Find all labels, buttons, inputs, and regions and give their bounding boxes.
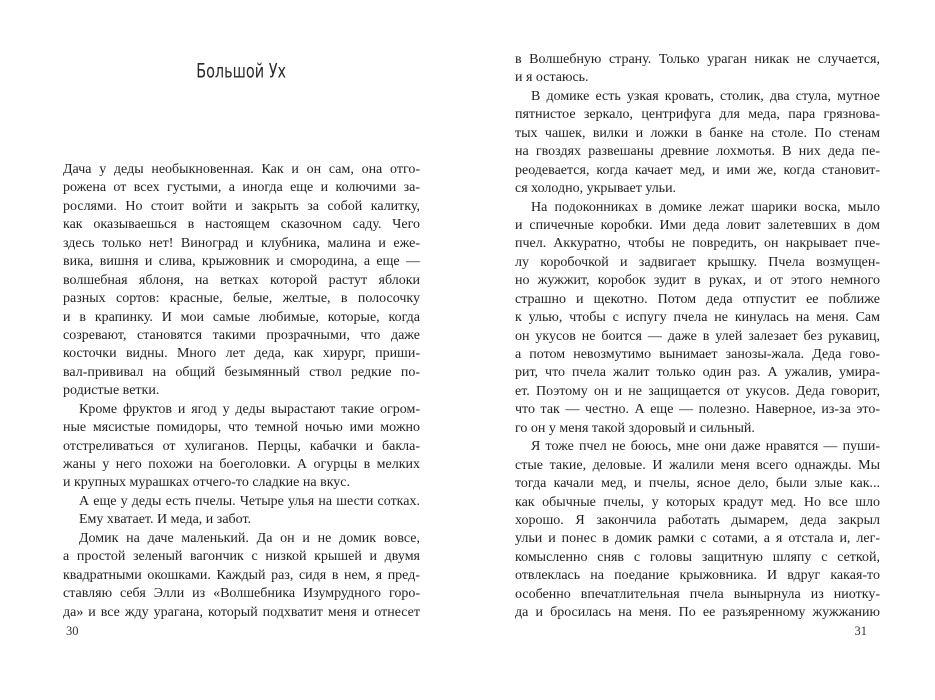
text-line: здесь только нет! Виноград и клубника, малина и еже-: [63, 235, 420, 251]
text-line: комысленно сняв с головы защитную шляпу с сеткой,: [515, 549, 880, 565]
text-line: созревают, становятся такими прозрачными, что даже: [63, 327, 420, 343]
text-line: и я остаюсь.: [515, 70, 589, 86]
chapter-title: [63, 60, 420, 82]
text-line: отстреливаться от хулиганов. Перцы, кабачки и бакла-: [63, 438, 420, 454]
paragraph: [63, 493, 420, 511]
text-line: но жужжит, коробок зудит в руках, и от этого немного: [515, 273, 880, 289]
text-line: а простой зеленый вагончик с низкой крышей и двумя: [63, 549, 420, 565]
paragraph: [63, 511, 420, 529]
text-line: хорошо. Я закончила работать дымарем, деда закрыл: [515, 512, 880, 528]
right-page-text: [515, 51, 880, 623]
text-line: рожена от всех густыми, а иногда еще и колючими за-: [63, 180, 420, 196]
text-line: и крупных мурашках отчего-то сладкие на вкус.: [63, 475, 351, 491]
text-line: пятнистое зеркало, центрифуга для меда, пара грязнова-: [515, 107, 880, 123]
page-number-left: 30: [66, 624, 79, 638]
text-line: отвлеклась на поедание крыжовника. И вдруг какая-то: [515, 568, 880, 584]
text-line: родистые ветки.: [63, 383, 160, 399]
text-line: стые такие, деловые. И жалили меня всего однажды. Мы: [515, 457, 880, 473]
text-line: реодевается, когда качает мед, и ими же, когда становит-: [515, 162, 880, 178]
text-line: рит, что пчела жалит только один раз. А ужалив, умира-: [515, 365, 880, 381]
text-line: тогда качали мед, и пчелы, ясное дело, были злые как...: [515, 476, 880, 492]
paragraph: [63, 161, 420, 401]
paragraph: [515, 51, 880, 88]
text-line: го он у меня такой здоровый и сильный.: [515, 420, 755, 436]
text-line: волшебная яблоня, на ветках которой растут яблоки: [63, 272, 420, 288]
text-line: Домик на даче маленький. Да он и не домик вовсе,: [79, 530, 420, 546]
text-line: Дача у деды необыкновенная. Как и он сам, она отго-: [63, 162, 420, 177]
text-line: На подоконниках в домике лежат шарики воска, мыло: [531, 199, 880, 215]
left-page-text: [63, 161, 420, 622]
text-line: да» и все жду урагана, который подхватит меня и отнесет: [63, 604, 420, 620]
paragraph: [515, 438, 880, 622]
text-line: ставляю себя Элли из «Волшебника Изумрудного горо-: [63, 586, 420, 602]
text-line: косточки видны. Много лет деда, как хирург, приши-: [63, 346, 420, 362]
text-line: как оказываешься в настоящем сказочном саду. Чего: [63, 217, 420, 233]
text-line: вика, вишня и слива, крыжовник и смородина, а еще —: [63, 254, 420, 270]
text-line: на гвоздях развешаны древние лохмотья. В них деда пе-: [515, 144, 880, 160]
text-line: лу коробочкой и задвигает крышку. Пчела возмущен-: [515, 254, 880, 270]
text-line: а потом невозмутимо вынимает занозы-жала. Деда гово-: [515, 347, 880, 362]
paragraph: [515, 199, 880, 439]
text-line: тых чашек, вилки и ложки в банке на столе. По стенам: [515, 125, 880, 141]
paragraph: [63, 530, 420, 622]
text-line: к улью, чтобы с испугу пчела не кинулась на меня. Сам: [515, 310, 880, 326]
text-line: ет. Поэтому он и не защищается от укусов. Деда говорит,: [515, 383, 880, 399]
text-line: Ему хватает. И меда, и забот.: [79, 512, 252, 528]
text-line: Кроме фруктов и ягод у деды вырастают такие огром-: [79, 401, 420, 417]
chapter-title-text: Большой Ух: [196, 60, 287, 83]
text-line: что так — честно. А еще — полезно. Наверное, из-за это-: [515, 402, 880, 418]
text-line: разных сортов: красные, белые, желтые, в полосочку: [63, 291, 420, 307]
text-line: ся холодно, укрывает ульи.: [515, 181, 677, 197]
text-line: рослями. Но стоит войти и закрыть за собой калитку,: [63, 198, 420, 214]
text-line: А еще у деды есть пчелы. Четыре улья на шести сотках.: [79, 493, 420, 509]
text-line: особенно впечатлительная пчела вынырнула из ниотку-: [515, 586, 880, 602]
text-line: В домике есть узкая кровать, столик, два стула, мутное: [531, 88, 880, 104]
page-number-right: 31: [854, 624, 867, 638]
text-line: в Волшебную страну. Только ураган никак не случается,: [515, 52, 880, 67]
text-line: вал-прививал на общий безымянный ствол редкие по-: [63, 364, 420, 380]
text-line: как обычные пчелы, у которых крадут мед. Но все шло: [515, 494, 880, 510]
text-line: жаны у него похожи на боеголовки. А огурцы в мелких: [63, 457, 420, 472]
paragraph: [63, 401, 420, 493]
text-line: ные мясистые помидоры, что темной ночью ими можно: [63, 420, 420, 436]
text-line: страшно и щекотно. Потом деда отпустит ее поближе: [515, 291, 880, 307]
text-line: он укусов не боится — даже в улей залезает без рукавиц,: [515, 328, 880, 344]
text-line: пчел. Аккуратно, чтобы не повредить, он накрывает пче-: [515, 236, 880, 252]
text-line: квадратными окошками. Каждый раз, сидя в нем, я пред-: [63, 567, 420, 583]
text-line: и в крапинку. И мои самые любимые, которые, когда: [63, 309, 420, 325]
text-line: да и бросилась на меня. По ее разъяренному жужжанию: [515, 605, 880, 621]
text-line: и спичечные коробки. Ими деда ловит залетевших в дом: [515, 217, 880, 233]
text-line: ульи и понес в домик рамки с сотами, а я отстала и, лег-: [515, 531, 880, 547]
paragraph: [515, 88, 880, 199]
text-line: Я тоже пчел не боюсь, мне они даже нравятся — пуши-: [531, 439, 880, 455]
